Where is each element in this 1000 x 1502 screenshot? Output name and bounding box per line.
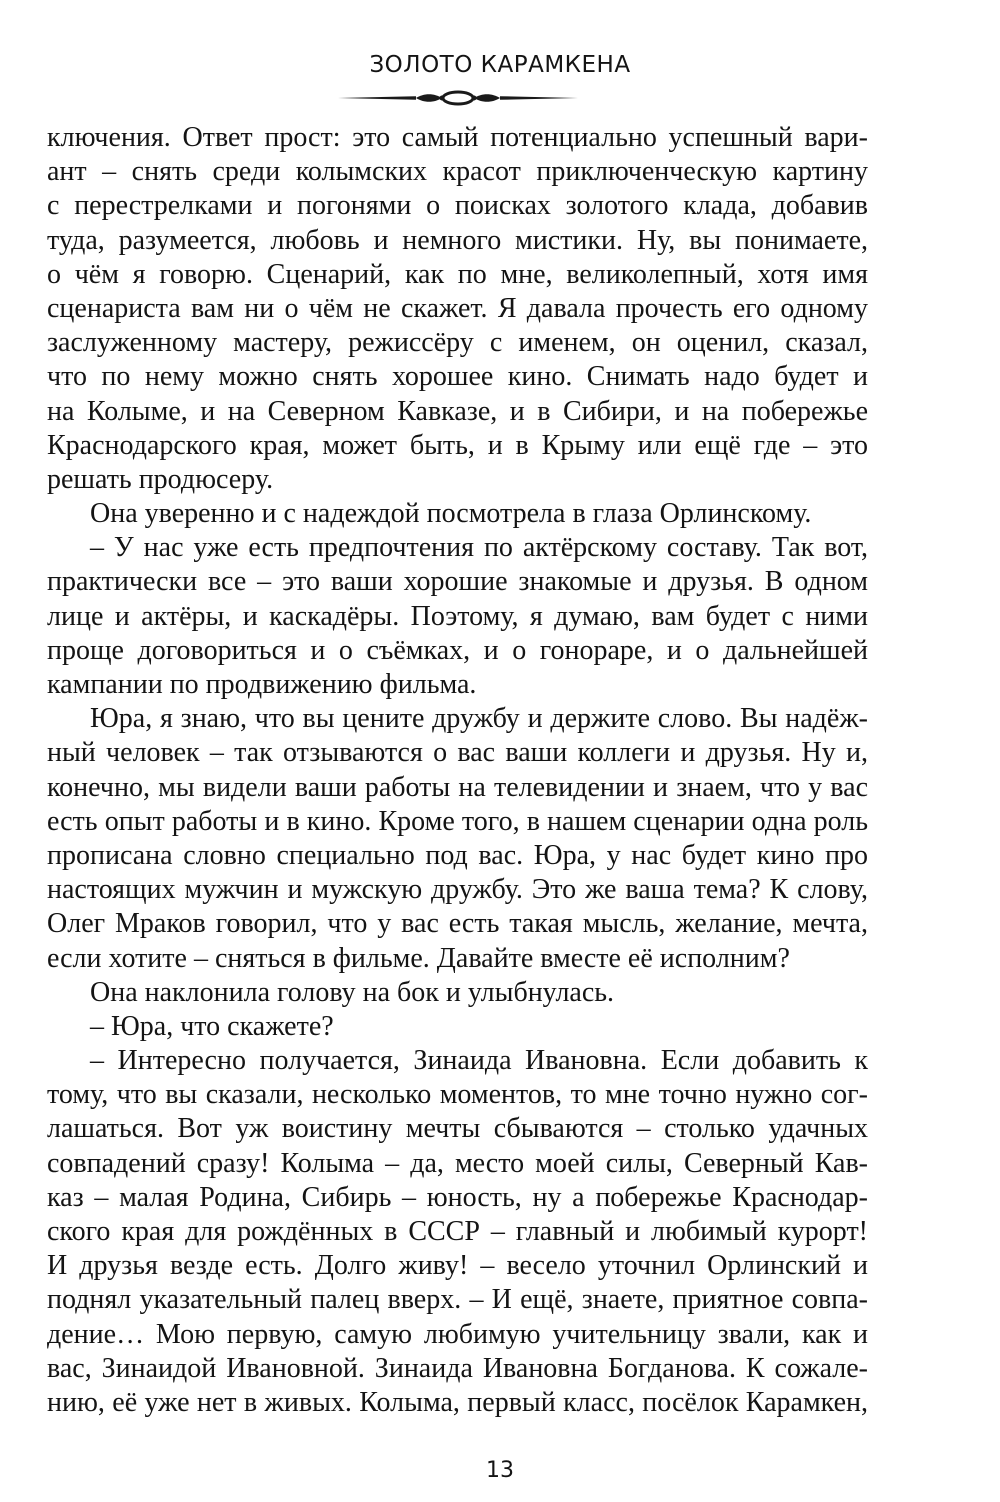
text-line: ант – снять среди колымских красот приключенческую картину <box>47 156 868 188</box>
text-line: заслуженному мастеру, режиссёру с именем, он оценил, сказал, <box>47 327 868 359</box>
text-line: – Интересно получается, Зинаида Ивановна. Если добавить к <box>90 1045 868 1077</box>
text-line: что по нему можно снять хорошее кино. Снимать надо будет и <box>47 361 868 393</box>
text-line: – Юра, что скажете? <box>90 1010 334 1042</box>
text-line: сценариста вам ни о чём не скажет. Я давала прочесть его одному <box>47 292 868 324</box>
text-line: вас, Зинаидой Ивановной. Зинаида Ивановна Богданова. К сожале- <box>47 1352 868 1384</box>
text-line: практически все – это ваши хорошие знакомые и друзья. В одном <box>47 566 868 598</box>
text-line: лице и актёры, и каскадёры. Поэтому, я думаю, вам будет с ними <box>47 600 868 632</box>
text-line: на Колыме, и на Северном Кавказе, и в Сибири, и на побережье <box>47 395 868 427</box>
page-number: 13 <box>486 1458 514 1483</box>
text-line: Она наклонила голову на бок и улыбнулась. <box>90 976 615 1008</box>
text-line: ского края для рождённых в СССР – главный и любимый курорт! <box>47 1216 868 1247</box>
text-line: конечно, мы видели ваши работы на телевидении и знаем, что у вас <box>47 771 868 803</box>
text-line: Юра, я знаю, что вы цените дружбу и держите слово. Вы надёж- <box>90 703 868 735</box>
text-line: Олег Мраков говорил, что у вас есть такая мысль, желание, мечта, <box>47 908 868 940</box>
text-line: с перестрелками и погонями о поисках золотого клада, добавив <box>47 190 868 222</box>
text-line: настоящих мужчин и мужскую дружбу. Это же ваша тема? К слову, <box>47 874 868 906</box>
text-line: о чём я говорю. Сценарий, как по мне, великолепный, хотя имя <box>47 258 868 290</box>
text-line: прописана словно специально под вас. Юра, у нас будет кино про <box>47 839 868 871</box>
text-line: поднял указательный палец вверх. – И ещё, знаете, приятное совпа- <box>47 1284 868 1316</box>
text-line: ный человек – так отзываются о вас ваши коллеги и друзья. Ну и, <box>47 737 868 769</box>
text-line: ключения. Ответ прост: это самый потенциально успешный вари- <box>47 122 868 153</box>
text-line: есть опыт работы и в кино. Кроме того, в нашем сценарии одна роль <box>47 805 868 837</box>
text-line: тому, что вы сказали, несколько моментов, то мне точно нужно сог- <box>47 1079 868 1111</box>
text-line: Она уверенно и с надеждой посмотрела в глаза Орлинскому. <box>90 498 812 530</box>
header-ornament <box>338 88 578 108</box>
text-line: – У нас уже есть предпочтения по актёрскому составу. Так вот, <box>90 532 868 564</box>
text-line: И друзья везде есть. Долго живу! – весело уточнил Орлинский и <box>47 1250 868 1282</box>
text-line: лашаться. Вот уж воистину мечты сбываются – столько удачных <box>47 1113 868 1145</box>
text-line: Краснодарского края, может быть, и в Крыму или ещё где – это <box>47 429 868 461</box>
text-line: каз – малая Родина, Сибирь – юность, ну а побережье Краснодар- <box>47 1181 868 1213</box>
running-head-title: ЗОЛОТО КАРАМКЕНА <box>369 52 631 78</box>
text-line: нию, её уже нет в живых. Колыма, первый класс, посёлок Карамкен, <box>47 1386 868 1418</box>
text-line: проще договориться и о съёмках, и о гонораре, и о дальнейшей <box>47 634 868 666</box>
text-line: туда, разумеется, любовь и немного мистики. Ну, вы понимаете, <box>47 224 868 256</box>
text-line: кампании по продвижению фильма. <box>47 669 477 700</box>
text-line: решать продюсеру. <box>47 463 274 495</box>
text-line: дение… Мою первую, самую любимую учительницу звали, как и <box>47 1318 868 1350</box>
text-line: совпадений сразу! Колыма – да, место моей силы, Северный Кав- <box>47 1147 868 1179</box>
text-line: если хотите – сняться в фильме. Давайте вместе её исполним? <box>47 942 790 974</box>
body-text <box>47 121 868 1420</box>
